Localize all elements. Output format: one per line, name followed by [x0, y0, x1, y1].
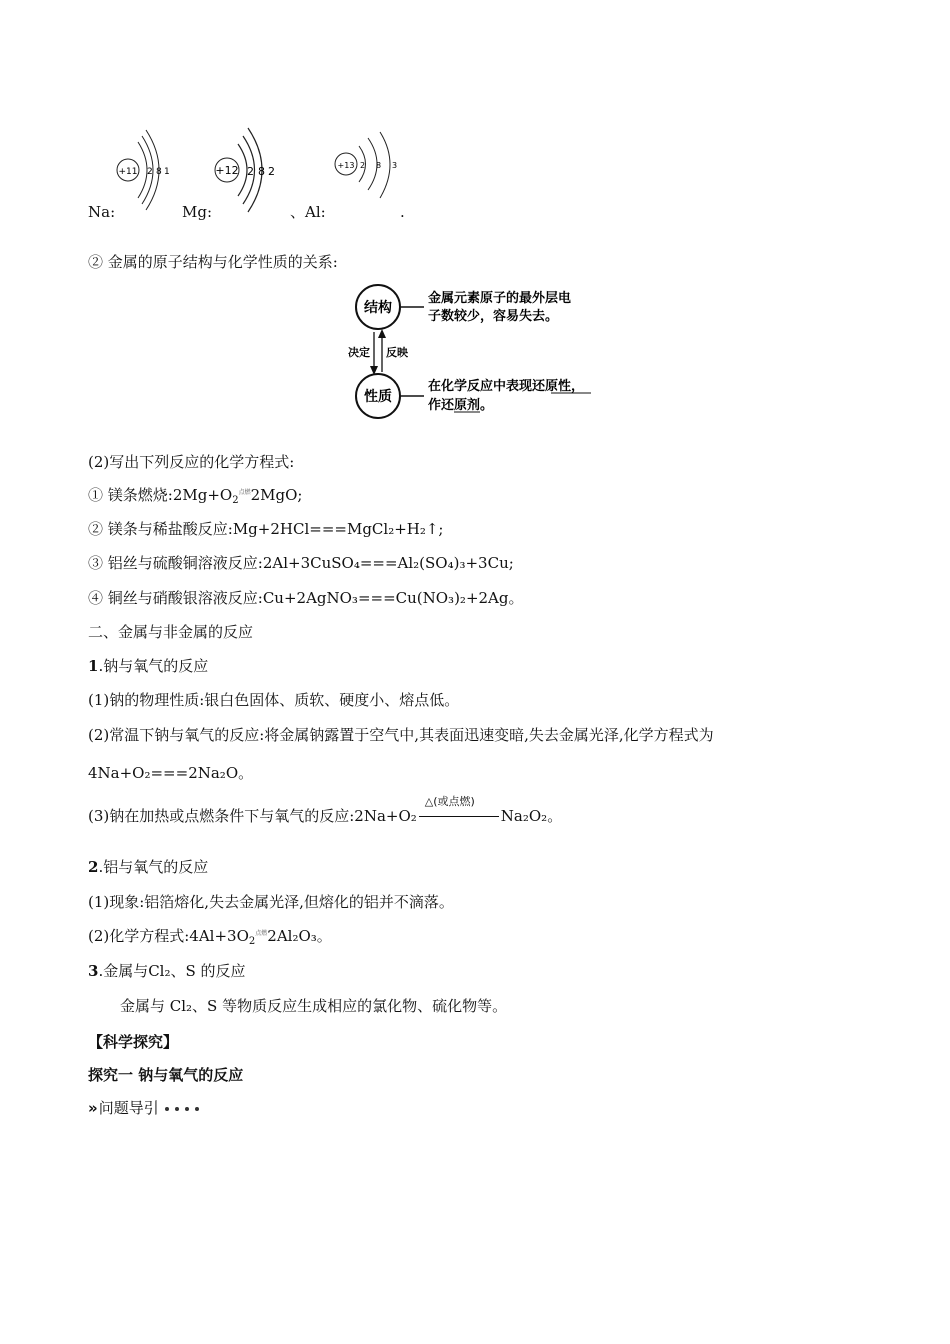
equation-4: ④ 铜丝与硝酸银溶液反应:Cu+2AgNO₃===Cu(NO₃)₂+2Ag。: [88, 589, 524, 607]
structure-desc-1: 金属元素原子的最外层电: [428, 291, 572, 306]
aluminum-phenomenon: (1)现象:铝箔熔化,失去金属光泽,但熔化的铝并不滴落。: [88, 893, 454, 911]
structure-node: 结构: [364, 300, 392, 316]
aluminum-atom-diagram: [335, 132, 397, 198]
structure-desc-2: 子数较少，容易失去。: [428, 309, 559, 324]
mg-shell-1: 2: [247, 165, 254, 178]
property-desc-2: 作还原剂。: [428, 398, 494, 413]
sodium-room-temp-reaction: (2)常温下钠与氧气的反应:将金属钠露置于空气中,其表面迅速变暗,失去金属光泽,化学方程式为: [88, 726, 714, 744]
al-trail: .: [400, 203, 405, 221]
al-shell-1: 2: [360, 161, 366, 170]
mg-shell-3: 2: [268, 165, 275, 178]
aluminum-equation: (2)化学方程式$:4Al+3O_2$点燃2Al₂O₃。: [88, 927, 332, 947]
na-label: Na:: [88, 203, 116, 221]
equation-1: ① 镁条燃烧$:2Mg+O_2$点燃2MgO;: [88, 486, 303, 506]
sodium-heating-reaction: (3)钠在加热或点燃条件下与氧气的反应:2Na+O₂ △(或点燃) Na₂O₂。: [88, 806, 562, 826]
metal-cl-s-reaction: 金属与 Cl₂、S 等物质反应生成相应的氯化物、硫化物等。: [120, 997, 508, 1015]
atom-diagrams: [100, 118, 430, 218]
eq1-condition: 点燃: [238, 489, 251, 496]
explore-subheading: 探究一 钠与氧气的反应: [88, 1066, 244, 1084]
subsection-3-title: 3.金属与Cl₂、S 的反应: [88, 962, 246, 980]
equation-3: ③ 铝丝与硫酸铜溶液反应:2Al+3CuSO₄===Al₂(SO₄)₃+3Cu;: [88, 554, 514, 572]
equations-heading: (2)写出下列反应的化学方程式:: [88, 453, 295, 471]
decide-label: 决定: [348, 346, 370, 359]
na-shell-1: 2: [147, 167, 153, 177]
na-shell-2: 8: [156, 167, 162, 177]
relation-heading: ② 金属的原子结构与化学性质的关系:: [88, 253, 338, 271]
na-shell-3: 1: [164, 167, 170, 177]
subsection-1-title: 1.钠与氧气的反应: [88, 657, 209, 675]
equation-2: ② 镁条与稀盐酸反应:Mg+2HCl===MgCl₂+H₂↑;: [88, 520, 444, 538]
magnesium-atom-diagram: [215, 128, 275, 212]
al-shell-2: 8: [376, 161, 382, 170]
sodium-atom-diagram: [117, 130, 170, 210]
al-eq-condition: 点燃: [255, 930, 268, 937]
heating-condition: △(或点燃): [424, 795, 475, 808]
property-desc-1: 在化学反应中表现还原性，: [428, 379, 585, 394]
al-shell-3: 3: [392, 161, 398, 170]
na-nucleus: +11: [118, 167, 138, 177]
mg-shell-2: 8: [258, 165, 265, 178]
double-chevron-icon: »: [88, 1099, 95, 1117]
sodium-physical-properties: (1)钠的物理性质:银白色固体、质软、硬度小、熔点低。: [88, 691, 460, 709]
explore-heading: 【科学探究】: [88, 1033, 179, 1051]
mg-nucleus: +12: [215, 164, 239, 177]
subsection-2-title: 2.铝与氧气的反应: [88, 858, 209, 876]
reflect-label: 反映: [386, 346, 408, 359]
structure-property-diagram: [340, 280, 620, 422]
section-2-title: 二、金属与非金属的反应: [88, 623, 254, 641]
al-label: 、Al:: [290, 203, 326, 221]
property-node: 性质: [364, 389, 392, 405]
mg-label: Mg:: [182, 203, 213, 221]
al-nucleus: +13: [337, 161, 355, 170]
question-guide: » 问题导引: [88, 1098, 199, 1118]
sodium-room-temp-equation: 4Na+O₂===2Na₂O。: [88, 764, 254, 782]
